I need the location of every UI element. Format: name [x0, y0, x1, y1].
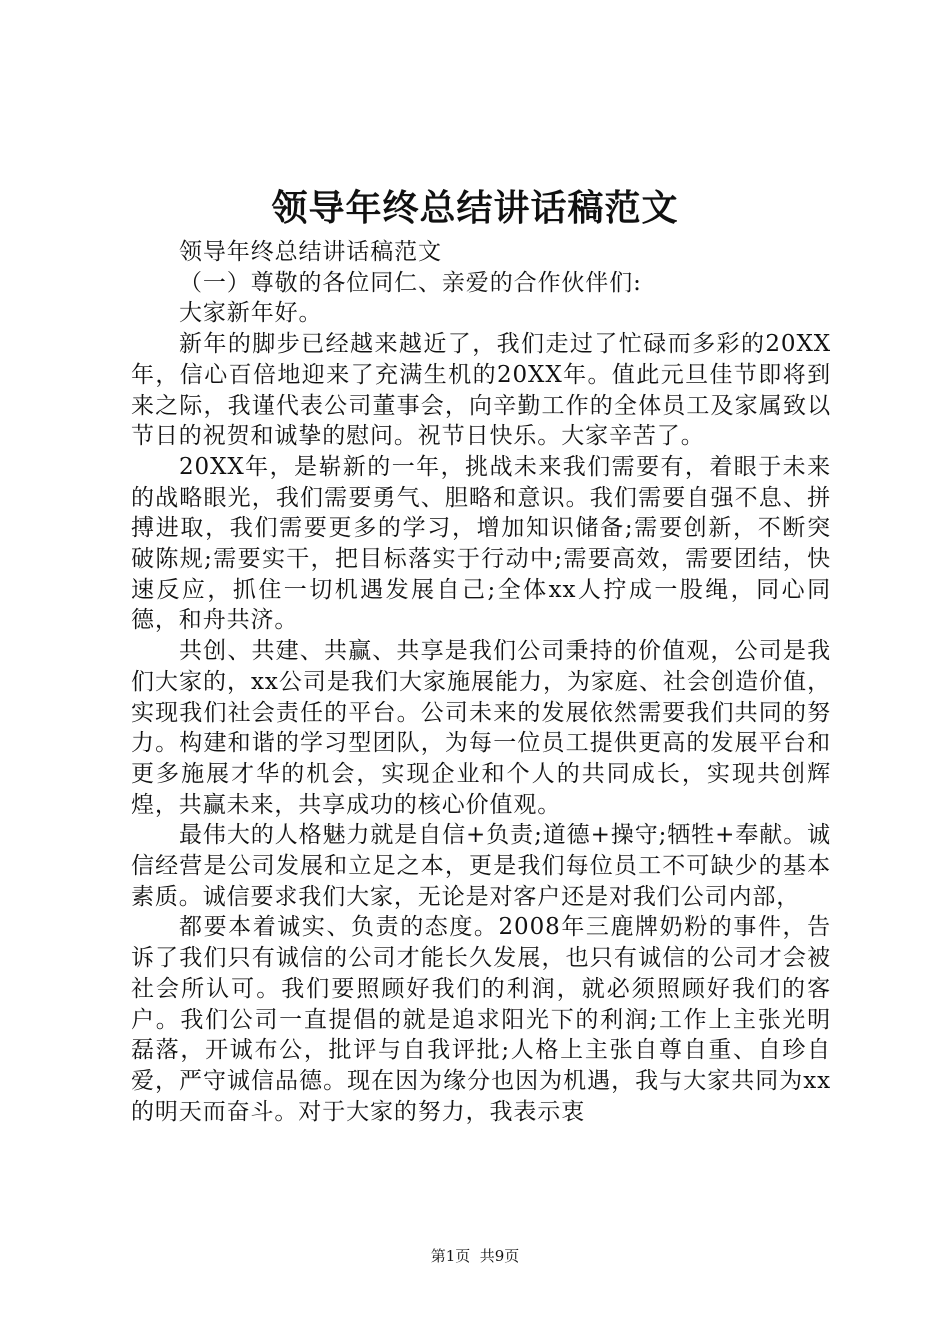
salutation-paragraph: （一）尊敬的各位同仁、亲爱的合作伙伴们: [179, 269, 642, 296]
greeting-paragraph: 大家新年好。 [179, 300, 323, 327]
body-paragraph: 共创、共建、共赢、共享是我们公司秉持的价值观，公司是我们大家的，xx公司是我们大家施展能力，为家庭、社会创造价值，实现我们社会责任的平台。公司未来的发展依然需要我们共同的努力。构建和谐的学习型团队，为每一位员工提供更高的发展平台和更多施展才华的机会，实现企业和个人的共同成长，实现共创辉煌，共赢未来，共享成功的核心价值观。 [131, 638, 831, 818]
page-footer [0, 1246, 950, 1266]
body-paragraph: 最伟大的人格魅力就是自信+负责;道德+操守;牺牲+奉献。诚信经营是公司发展和立足之本，更是我们每位员工不可缺少的基本素质。诚信要求我们大家，无论是对客户还是对我们公司内部， [131, 822, 831, 910]
document-body [131, 237, 831, 1127]
body-paragraph: 都要本着诚实、负责的态度。2008年三鹿牌奶粉的事件，告诉了我们只有诚信的公司才能长久发展，也只有诚信的公司才会被社会所认可。我们要照顾好我们的利润，就必须照顾好我们的客户。我们公司一直提倡的就是追求阳光下的利润;工作上主张光明磊落，开诚布公，批评与自我评批;人格上主张自尊自重、自珍自爱，严守诚信品德。现在因为缘分也因为机遇，我与大家共同为xx的明天而奋斗。对于大家的努力，我表示衷 [131, 914, 831, 1125]
page-number: 第1页 共9页 [430, 1247, 520, 1265]
subtitle-paragraph: 领导年终总结讲话稿范文 [179, 239, 442, 265]
body-paragraph: 新年的脚步已经越来越近了，我们走过了忙碌而多彩的20XX年，信心百倍地迎来了充满生机的20XX年。值此元旦佳节即将到来之际，我谨代表公司董事会，向辛勤工作的全体员工及家属致以节日的祝贺和诚挚的慰问。祝节日快乐。大家辛苦了。 [131, 331, 831, 450]
page-title: 领导年终总结讲话稿范文 [271, 187, 679, 229]
body-paragraph: 20XX年，是崭新的一年，挑战未来我们需要有，着眼于未来的战略眼光，我们需要勇气、胆略和意识。我们需要自强不息、拼搏进取，我们需要更多的学习，增加知识储备;需要创新，不断突破陈规;需要实干，把目标落实于行动中;需要高效，需要团结，快速反应，抓住一切机遇发展自己;全体xx人拧成一股绳，同心同德，和舟共济。 [131, 453, 831, 634]
